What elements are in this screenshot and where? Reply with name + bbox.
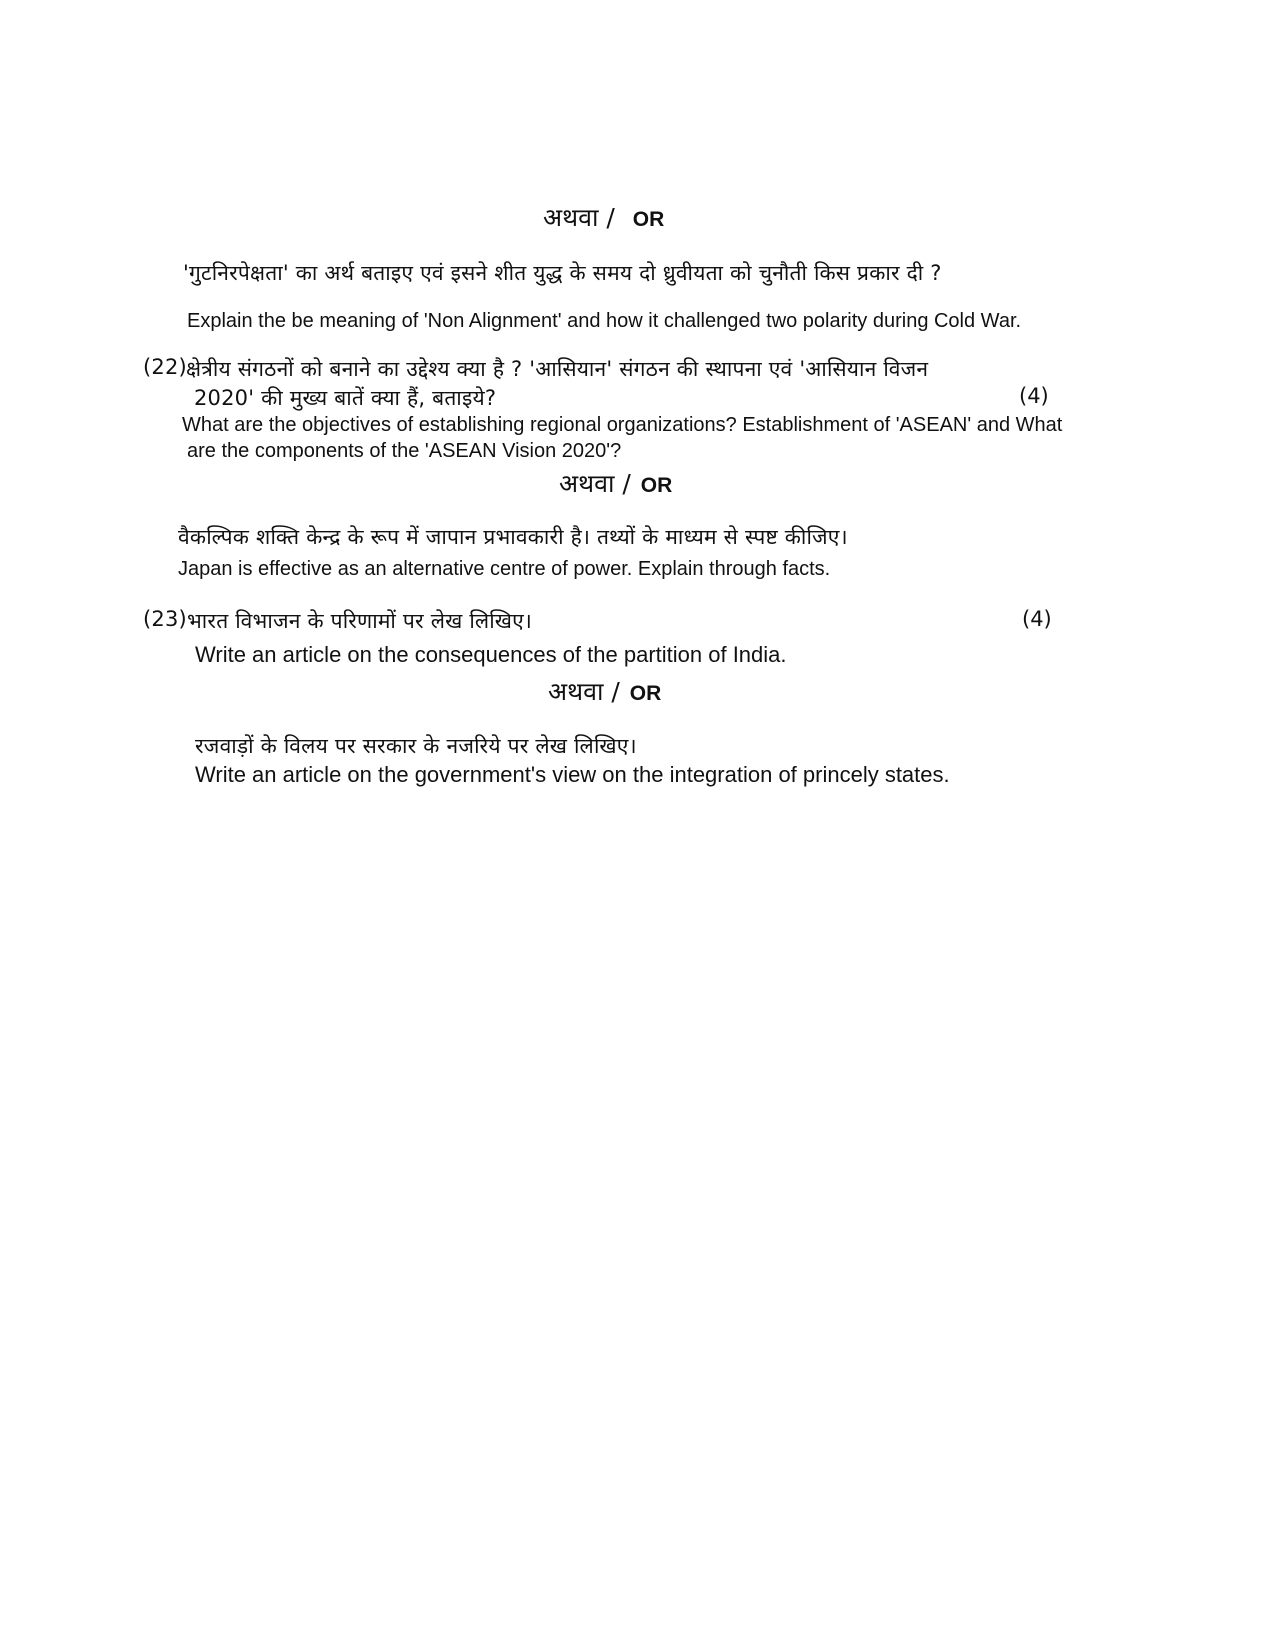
q22-hindi-line1: क्षेत्रीय संगठनों को बनाने का उद्देश्य क्या है ? 'आसियान' संगठन की स्थापना एवं 'आसियान विजन: [186, 357, 929, 381]
or-label-hindi: अथवा /: [548, 677, 620, 706]
or-label-english: OR: [629, 682, 662, 705]
q22-number: (22): [143, 355, 187, 379]
or-heading-1: [543, 200, 664, 234]
or-heading-2: [559, 466, 672, 500]
q22-or-english: Japan is effective as an alternative centre of power. Explain through facts.: [178, 558, 831, 580]
q21-or-english: Explain the be meaning of 'Non Alignment' and how it challenged two polarity during Cold War.: [187, 310, 1022, 332]
q22-english-line2: are the components of the 'ASEAN Vision 2020'?: [187, 440, 622, 462]
q23-marks: (4): [1022, 607, 1052, 631]
q22-english-line1: What are the objectives of establishing regional organizations? Establishment of 'ASEAN' and What: [182, 414, 1063, 436]
or-label-english: OR: [632, 208, 665, 231]
q22-marks: (4): [1019, 384, 1049, 408]
q23-english: Write an article on the consequences of the partition of India.: [195, 642, 787, 667]
q21-or-hindi: 'गुटनिरपेक्षता' का अर्थ बताइए एवं इसने शीत युद्ध के समय दो ध्रुवीयता को चुनौती किस प्रकार दी ?: [183, 261, 942, 285]
or-label-hindi: अथवा /: [543, 203, 615, 232]
or-heading-3: [548, 674, 661, 708]
or-label-hindi: अथवा /: [559, 469, 631, 498]
q23-or-english: Write an article on the government's view on the integration of princely states.: [195, 762, 950, 787]
q23-hindi: भारत विभाजन के परिणामों पर लेख लिखिए।: [187, 609, 533, 633]
q23-number: (23): [143, 607, 187, 631]
q22-hindi-line2: 2020' की मुख्य बातें क्या हैं, बताइये?: [194, 386, 497, 410]
or-label-english: OR: [640, 474, 673, 497]
q23-or-hindi: रजवाड़ों के विलय पर सरकार के नजरिये पर लेख लिखिए।: [195, 734, 637, 758]
q22-or-hindi: वैकल्पिक शक्ति केन्द्र के रूप में जापान प्रभावकारी है। तथ्यों के माध्यम से स्पष्ट कीजिए।: [178, 525, 848, 549]
